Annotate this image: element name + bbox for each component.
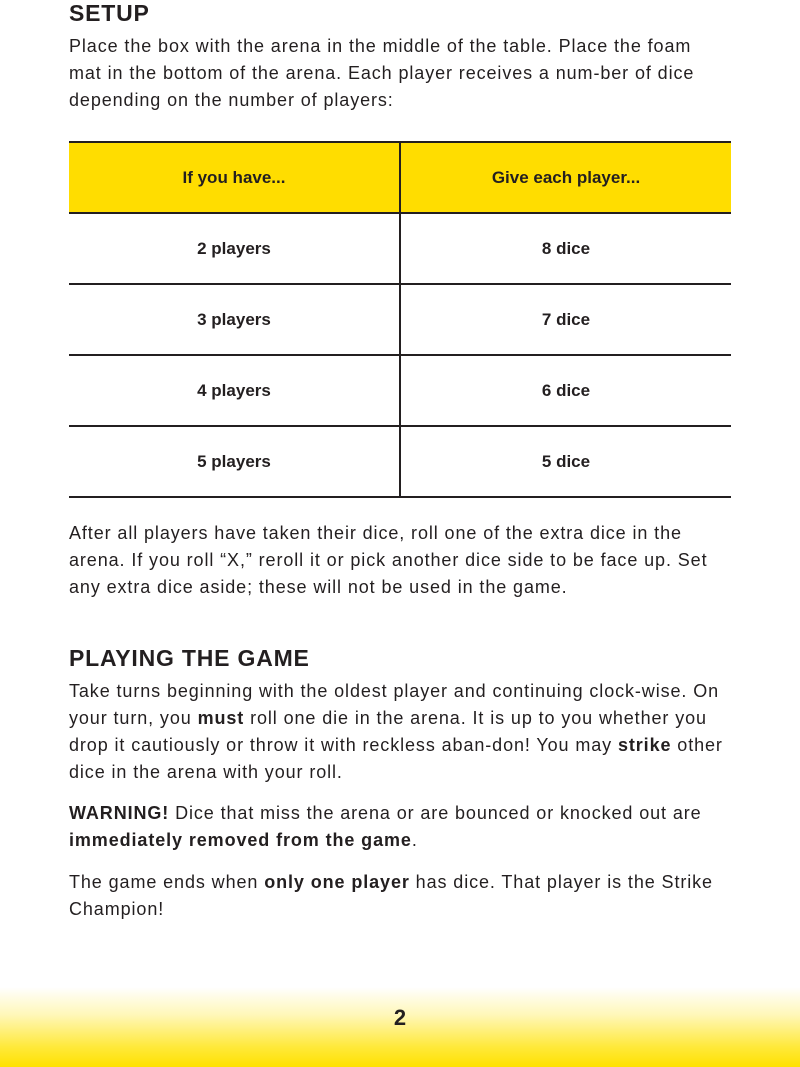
- dice-cell: 7 dice: [400, 284, 731, 355]
- header-players: If you have...: [69, 142, 400, 213]
- dice-cell: 6 dice: [400, 355, 731, 426]
- dice-cell: 8 dice: [400, 213, 731, 284]
- setup-intro-text: Place the box with the arena in the middle of the table. Place the foam mat in the bottom of the arena. Each player receives a num-ber of dice depending on the number of players:: [69, 36, 695, 110]
- table-header-row: [69, 142, 731, 213]
- warning-paragraph: WARNING! Dice that miss the arena or are bounced or knocked out are immediately removed from the game.: [69, 803, 702, 850]
- players-cell: 4 players: [69, 355, 400, 426]
- after-setup-text: After all players have taken their dice, roll one of the extra dice in the arena. If you roll “X,” reroll it or pick another dice side to be face up. Set any extra dice aside; these will not be used in the game.: [69, 523, 708, 597]
- table-row: [69, 213, 731, 284]
- playing-heading: PLAYING THE GAME: [69, 645, 310, 671]
- page-number: 2: [393, 1005, 407, 1030]
- warning-label: WARNING!: [69, 803, 170, 823]
- players-cell: 2 players: [69, 213, 400, 284]
- one-player-emphasis: only one player: [264, 872, 410, 892]
- table-row: [69, 355, 731, 426]
- dice-cell: 5 dice: [400, 426, 731, 497]
- players-cell: 3 players: [69, 284, 400, 355]
- game-end-paragraph: The game ends when only one player has dice. That player is the Strike Champion!: [69, 872, 713, 919]
- turn-rules-paragraph: Take turns beginning with the oldest player and continuing clock-wise. On your turn, you must roll one die in the arena. It is up to you whether you drop it cautiously or throw it with reckless aban-don! You may strike other dice in the arena with your roll.: [69, 681, 723, 782]
- table-row: [69, 426, 731, 497]
- must-emphasis: must: [197, 708, 245, 728]
- strike-emphasis: strike: [617, 735, 672, 755]
- dice-table: [69, 141, 731, 498]
- removed-emphasis: immediately removed from the game: [69, 830, 412, 850]
- header-dice: Give each player...: [400, 142, 731, 213]
- table-row: [69, 284, 731, 355]
- players-cell: 5 players: [69, 426, 400, 497]
- setup-heading: SETUP: [69, 0, 150, 26]
